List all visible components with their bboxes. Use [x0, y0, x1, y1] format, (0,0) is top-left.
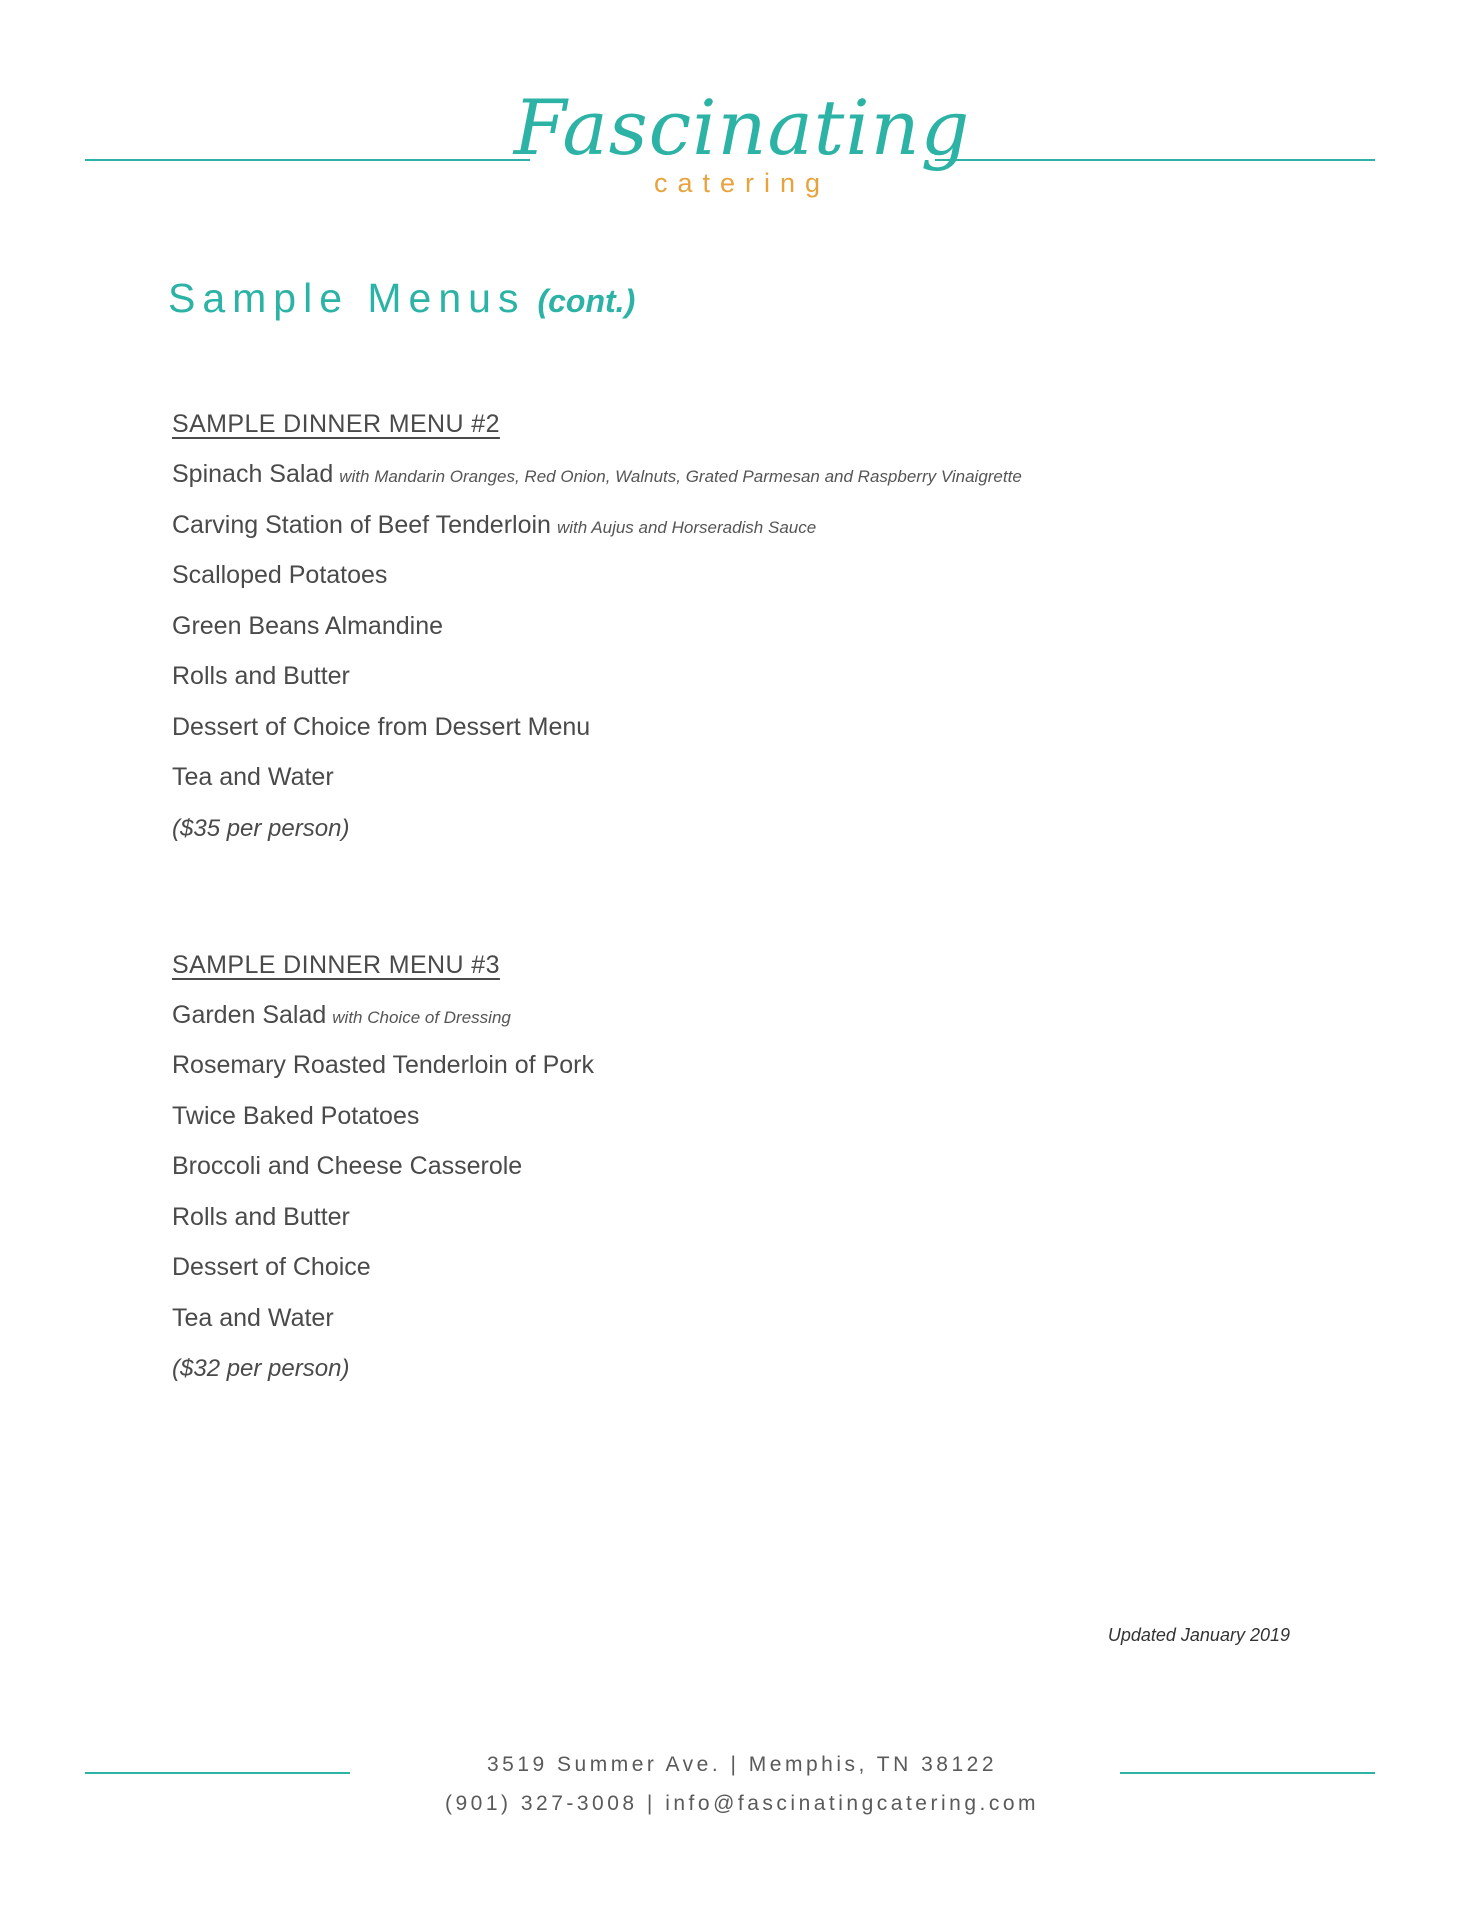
menu-item — [172, 714, 1322, 742]
menu-price: ($32 per person) — [172, 1355, 350, 1382]
footer-contact — [0, 1746, 1484, 1824]
page-header — [0, 83, 1484, 220]
menu-item-name: Rolls and Butter — [172, 1202, 350, 1231]
block-spacer — [172, 899, 1322, 951]
menu-item-name: Dessert of Choice from Dessert Menu — [172, 712, 591, 741]
page-title-suffix: (cont.) — [537, 283, 636, 319]
page-title — [168, 275, 635, 322]
updated-date: Updated January 2019 — [1107, 1625, 1290, 1645]
menu-item-name: Twice Baked Potatoes — [172, 1101, 420, 1130]
menu-content — [172, 410, 1322, 1439]
menu-item-name: Tea and Water — [172, 1303, 334, 1332]
page-title-main: Sample Menus — [168, 275, 526, 321]
menu-item-desc: with Mandarin Oranges, Red Onion, Walnuts, Grated Parmesan and Raspberry Vinaigrette — [339, 467, 1022, 486]
menu-item — [172, 1103, 1322, 1131]
menu-item — [172, 1052, 1322, 1080]
menu-item — [172, 613, 1322, 641]
menu-item-name: Spinach Salad — [172, 460, 334, 488]
menu-item-desc: with Aujus and Horseradish Sauce — [556, 517, 817, 537]
menu-item-desc: with Choice of Dressing — [332, 1007, 511, 1027]
menu-item — [172, 1254, 1322, 1282]
menu-item — [172, 1305, 1322, 1333]
brand-name: Fascinating — [513, 83, 971, 172]
menu-item-name: Garden Salad — [172, 1000, 327, 1029]
menu-item-name: Dessert of Choice — [172, 1253, 371, 1281]
menu-heading: SAMPLE DINNER MENU #3 — [172, 950, 500, 979]
footer-phone-email: (901) 327-3008 | info@fascinatingcatering.com — [444, 1791, 1040, 1815]
menu-item — [172, 1002, 1322, 1030]
menu-item — [172, 764, 1322, 792]
menu-item-name: Green Beans Almandine — [172, 611, 444, 640]
menu-item — [172, 1153, 1322, 1181]
menu-item — [172, 562, 1322, 590]
menu-item — [172, 1204, 1322, 1232]
menu-item-name: Tea and Water — [172, 763, 334, 791]
menu-item-name: Scalloped Potatoes — [172, 561, 388, 589]
footer-address: 3519 Summer Ave. | Memphis, TN 38122 — [486, 1753, 998, 1776]
menu-item-name: Broccoli and Cheese Casserole — [172, 1152, 523, 1180]
page-footer — [0, 1720, 1484, 1840]
menu-item — [172, 461, 1322, 489]
menu-block — [172, 951, 1322, 1384]
menu-item-name: Rolls and Butter — [172, 662, 350, 690]
menu-item — [172, 512, 1322, 540]
brand-logo — [0, 83, 1484, 199]
menu-item-name: Rosemary Roasted Tenderloin of Pork — [172, 1051, 594, 1079]
menu-block — [172, 410, 1322, 843]
menu-heading: SAMPLE DINNER MENU #2 — [172, 410, 500, 438]
menu-price: ($35 per person) — [172, 814, 350, 842]
menu-item — [172, 663, 1322, 691]
menu-item-name: Carving Station of Beef Tenderloin — [172, 510, 551, 539]
brand-tagline: catering — [653, 168, 831, 198]
